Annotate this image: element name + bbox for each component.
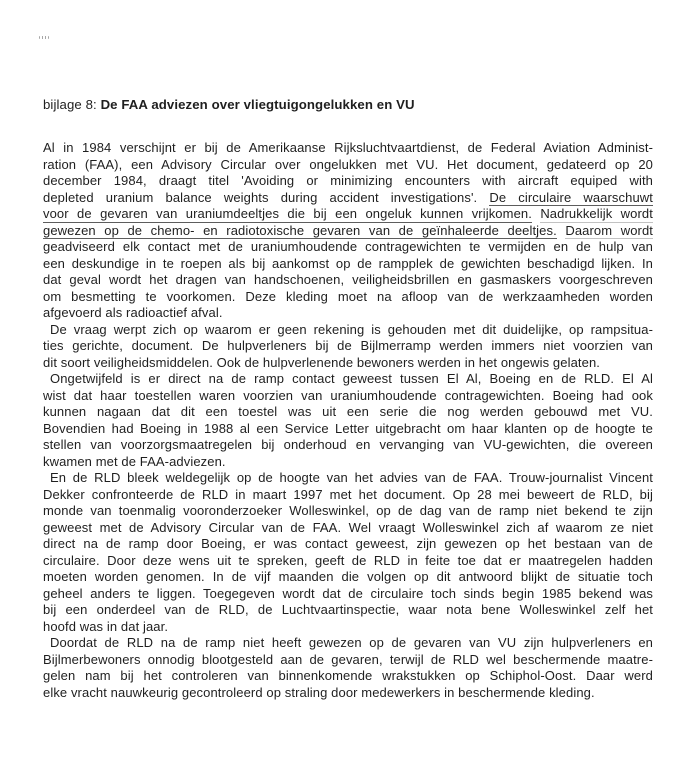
text-line xyxy=(43,272,653,289)
text-segment: hoofd was in dat jaar. xyxy=(43,618,169,634)
text-line xyxy=(43,602,653,619)
scan-smudge-mark xyxy=(39,36,49,39)
text-line xyxy=(43,470,653,487)
underlined-text: gewezen op de chemo- en radiotoxische gevaren van de geïnhaleerde deeltjes. xyxy=(43,222,557,238)
text-segment: depleted uranium balance weights during accident investigations'. xyxy=(43,189,490,205)
underlined-text: voor de gevaren van uraniumdeeltjes die bij een ongeluk kunnen vrijkomen. xyxy=(43,206,532,221)
text-line xyxy=(43,619,653,636)
text-segment: kwamen met de FAA-adviezen. xyxy=(43,453,226,469)
text-segment: Al in 1984 verschijnt er bij de Amerikaanse Rijksluchtvaartdienst, de Federal Aviation Administ- xyxy=(43,140,653,155)
text-line xyxy=(43,404,653,421)
text-segment: stellen van voorzorgsmaatregelen bij onderhoud en vervanging van VU-gewichten, die overeen xyxy=(43,437,653,452)
text-segment: dit soort veiligheidsmiddelen. Ook de hulpverlenende bewoners werden in het ongewis gelaten. xyxy=(43,354,600,370)
text-line xyxy=(43,206,653,223)
text-line xyxy=(43,256,653,273)
text-line xyxy=(43,289,653,306)
text-line xyxy=(43,421,653,438)
text-segment: bij een onderdeel van de RLD, de Luchtvaartinspectie, waar nota bene Wolleswinkel zelf het xyxy=(43,602,653,617)
text-segment: gelen nam bij het controleren van binnenkomende wrakstukken op Schiphol-Oost. Daar werd xyxy=(43,668,653,683)
underlined-text: Daarom wordt xyxy=(565,222,653,238)
text-segment: Doordat de RLD na de ramp niet heeft gewezen op de gevaren van VU zijn hulpverleners en xyxy=(50,635,653,650)
text-line xyxy=(43,668,653,685)
text-line xyxy=(43,305,653,322)
text-segment: Bijlmerbewoners onnodig blootgesteld aan de gevaren, terwijl de RLD wel beschermende maatre- xyxy=(43,651,653,667)
underlined-text: De circulaire waarschuwt xyxy=(489,189,653,205)
text-line xyxy=(43,487,653,504)
text-segment: geweest met de Advisory Circular van de FAA. Wel vraagt Wolleswinkel zich af waarom ze niet xyxy=(43,519,653,535)
text-line xyxy=(43,355,653,372)
text-line xyxy=(43,371,653,388)
page-heading xyxy=(43,97,415,113)
text-segment: direct na de ramp door Boeing, er was contact geweest, zijn gewezen op het bestaan van de xyxy=(43,536,653,551)
text-segment: geadviseerd elk contact met de uraniumhoudende contragewichten te vermijden en de hulp van xyxy=(43,239,653,254)
text-segment: afgevoerd als radioactief afval. xyxy=(43,305,223,320)
text-line xyxy=(43,454,653,471)
text-segment: wist dat haar toestellen waren voorzien van uraniumhoudende contragewichten. Boeing had ook xyxy=(43,387,653,403)
text-line xyxy=(43,652,653,669)
text-segment: dat geval wordt het dragen van handschoenen, veiligheidsbrillen en gasmaskers voorgeschreven xyxy=(43,272,653,287)
text-line xyxy=(43,635,653,652)
text-segment: elke vracht nauwkeurig gecontroleerd op straling door medewerkers in beschermende kleding. xyxy=(43,684,595,700)
text-line xyxy=(43,437,653,454)
text-line xyxy=(43,239,653,256)
text-line xyxy=(43,388,653,405)
text-segment: De vraag werpt zich op waarom er geen rekening is gehouden met dit duidelijke, op rampsitua- xyxy=(50,321,653,337)
text-line xyxy=(43,322,653,339)
text-line xyxy=(43,553,653,570)
text-line xyxy=(43,157,653,174)
text-segment: Dekker confronteerde de RLD in maart 1997 met het document. Op 28 mei beweert de RLD, bij xyxy=(43,486,653,502)
text-line xyxy=(43,569,653,586)
text-segment: Bovendien had Boeing in 1988 al een Service Letter uitgebracht om haar klanten op de hoogte te xyxy=(43,420,653,436)
heading-title: De FAA adviezen over vliegtuigongelukken en VU xyxy=(100,97,415,112)
underlined-text: Nadrukkelijk wordt xyxy=(540,206,653,221)
text-segment: om besmetting te voorkomen. Deze kleding moet na afloop van de werkzaamheden worden xyxy=(43,288,653,304)
text-line xyxy=(43,223,653,240)
text-line xyxy=(43,503,653,520)
text-line xyxy=(43,685,653,702)
text-line xyxy=(43,140,653,157)
document-body xyxy=(43,140,653,701)
text-segment: geheel anders te liggen. Toegegeven wordt dat de circulaire toch sinds begin 1985 bekend was xyxy=(43,585,653,601)
text-segment: circulaire. Door deze wens uit te spreken, geeft de RLD in feite toe dat er maatregelen hadden xyxy=(43,552,653,568)
text-segment: een deskundige in te roepen als bij aankomst op de rampplek de gewichten beschadigd lijken. In xyxy=(43,255,653,271)
text-segment: kunnen nagaan dat dit een toestel was uit een serie die nog werden gebouwd met VU. xyxy=(43,404,653,419)
text-line xyxy=(43,173,653,190)
text-segment: monde van toenmalig vooronderzoeker Wolleswinkel, op de dag van de ramp niet bekend te zijn xyxy=(43,503,653,518)
text-segment: En de RLD bleek weldegelijk op de hoogte van het advies van de FAA. Trouw-journalist Vincent xyxy=(50,470,653,485)
text-line xyxy=(43,586,653,603)
text-segment: Ongetwijfeld is er direct na de ramp contact geweest tussen El Al, Boeing en de RLD. El Al xyxy=(50,371,653,386)
text-segment: moeten worden genomen. In de vijf maanden die volgen op dit antwoord blijkt de situatie toch xyxy=(43,569,653,584)
text-line xyxy=(43,190,653,207)
text-line xyxy=(43,520,653,537)
text-segment: ration (FAA), een Advisory Circular over ongelukken met VU. Het document, gedateerd op 20 xyxy=(43,156,653,172)
text-line xyxy=(43,338,653,355)
text-segment: december 1984, draagt titel 'Avoiding or minimizing encounters with aircraft equiped with xyxy=(43,173,653,188)
heading-prefix: bijlage 8: xyxy=(43,97,101,112)
text-line xyxy=(43,536,653,553)
text-segment: ties gerichte, document. De hulpverleners bij de Bijlmerramp werden immers niet voorzien van xyxy=(43,338,653,353)
